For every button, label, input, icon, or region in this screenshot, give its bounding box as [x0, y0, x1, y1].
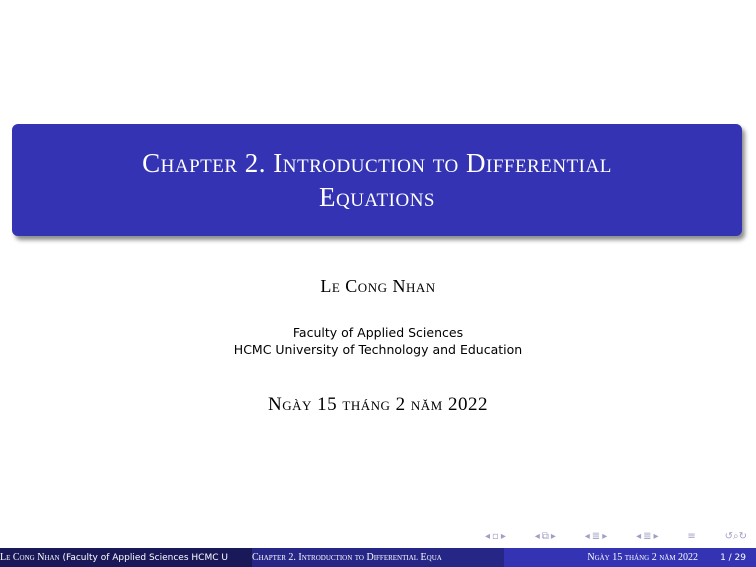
author-name: Le Cong Nhan	[320, 276, 436, 296]
arrow-left-icon[interactable]: ◂	[485, 530, 491, 542]
institute-line-2: HCMC University of Technology and Education	[233, 342, 523, 357]
nav-subsection-group[interactable]	[535, 531, 556, 542]
nav-frame-group[interactable]	[485, 531, 506, 542]
footer-date-section[interactable]	[504, 548, 756, 567]
footer-bar	[0, 548, 756, 567]
title-block	[12, 124, 742, 236]
title-line-2: Equations	[319, 182, 435, 212]
arrow-left-icon[interactable]: ◂	[534, 530, 540, 542]
nav-document-group[interactable]	[636, 531, 658, 542]
footer-title-section[interactable]	[252, 548, 504, 567]
arrow-right-icon[interactable]: ▸	[653, 530, 659, 542]
institute-line-1: Faculty of Applied Sciences	[292, 325, 464, 340]
presentation-date: Ngày 15 tháng 2 năm 2022	[268, 394, 488, 415]
title-line-1: Chapter 2. Introduction to Differential	[142, 148, 612, 178]
footer-institute: (Faculty of Applied Sciences HCMC U	[62, 552, 228, 563]
arrow-right-icon[interactable]: ▸	[500, 530, 506, 542]
footer-title: Chapter 2. Introduction to Differential Equa	[252, 552, 442, 563]
beamer-navigation-bar	[485, 528, 747, 544]
nav-section-group[interactable]	[585, 531, 607, 542]
align-icon[interactable]: ≡	[687, 530, 696, 542]
footer-date: Ngày 15 tháng 2 năm 2022	[587, 552, 699, 563]
section-icon[interactable]: ≣	[591, 530, 601, 542]
arrow-right-icon[interactable]: ▸	[602, 530, 608, 542]
document-icon[interactable]: ≣	[643, 530, 652, 542]
search-icon[interactable]: ↺⌕↻	[724, 530, 747, 542]
arrow-left-icon[interactable]: ◂	[636, 530, 642, 542]
footer-author: Le Cong Nhan	[0, 552, 60, 563]
arrow-left-icon[interactable]: ◂	[584, 530, 590, 542]
footer-author-section[interactable]	[0, 548, 252, 567]
frame-icon[interactable]: ▫	[492, 530, 499, 542]
page-number: 1 / 29	[720, 552, 746, 563]
subsection-icon[interactable]: ⧉	[541, 530, 549, 542]
arrow-right-icon[interactable]: ▸	[550, 530, 556, 542]
